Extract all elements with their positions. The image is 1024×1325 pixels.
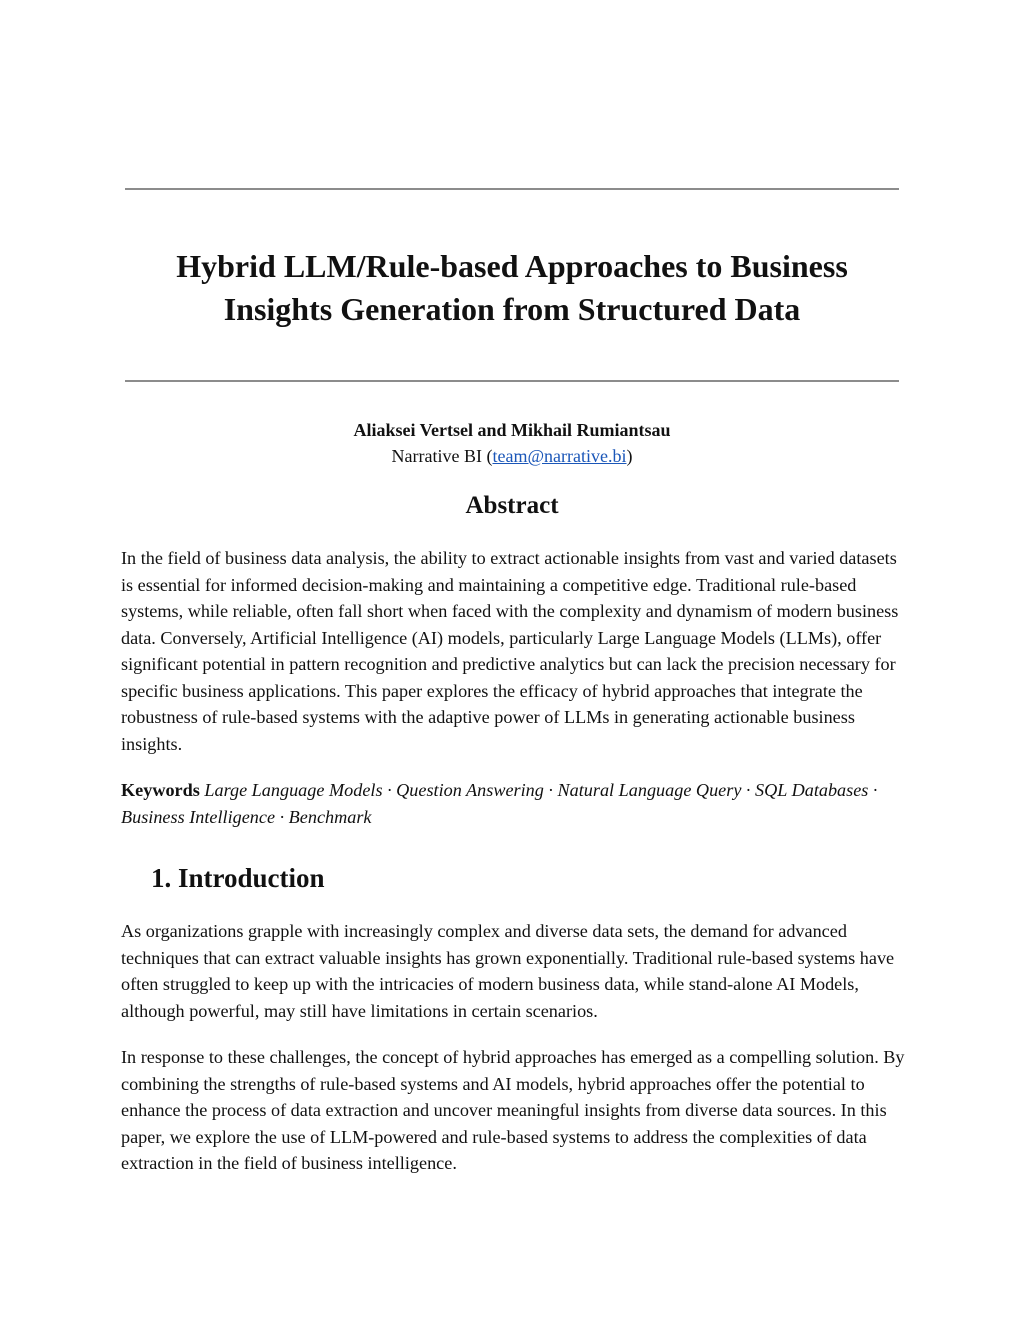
email-link[interactable]: team@narrative.bi [492, 446, 627, 466]
keywords [121, 777, 911, 830]
keywords-list: Large Language Models · Question Answering · Natural Language Query · SQL Databases · Business Intelligence · Benchmark [121, 780, 878, 827]
keywords-label: Keywords [121, 780, 200, 800]
affiliation-prefix: Narrative BI ( [391, 446, 493, 466]
affiliation [0, 444, 1024, 468]
introduction-paragraph-1: As organizations grapple with increasingly complex and diverse data sets, the demand for advanced techniques that can extract valuable insights has grown exponentially. Traditional rule-based systems have often struggled to keep up with the intricacies of modern business data, while stand-alone AI Models, although powerful, may still have limitations in certain scenarios. [121, 921, 895, 1021]
affiliation-suffix: ) [626, 446, 633, 466]
abstract-paragraph: In the field of business data analysis, the ability to extract actionable insights from vast and varied datasets is essential for informed decision-making and maintaining a competitive edge. Traditional rule-based systems, while reliable, often fall short when faced with the complexity and dynamism of modern business data. Conversely, Artificial Intelligence (AI) models, particularly Large Language Models (LLMs), offer significant potential in pattern recognition and predictive analytics but can lack the precision necessary for specific business applications. This paper explores the efficacy of hybrid approaches that integrate the robustness of rule-based systems with the adaptive power of LLMs in generating actionable business insights. [121, 548, 899, 754]
title-top-rule [125, 188, 899, 190]
paper-title-line-1: Hybrid LLM/Rule-based Approaches to Business [176, 248, 848, 284]
author-names: Aliaksei Vertsel and Mikhail Rumiantsau [353, 420, 671, 440]
paper-title-line-2: Insights Generation from Structured Data [223, 291, 801, 327]
title-bottom-rule [125, 380, 899, 382]
introduction-paragraph-2: In response to these challenges, the concept of hybrid approaches has emerged as a compelling solution. By combining the strengths of rule-based systems and AI models, hybrid approaches offer the potential to enhance the process of data extraction and uncover meaningful insights from diverse data sources. In this paper, we explore the use of LLM-powered and rule-based systems to address the complexities of data extraction in the field of business intelligence. [121, 1047, 905, 1173]
paper-title [125, 245, 899, 331]
introduction-heading: 1. Introduction [151, 863, 325, 893]
abstract-heading: Abstract [465, 492, 559, 519]
